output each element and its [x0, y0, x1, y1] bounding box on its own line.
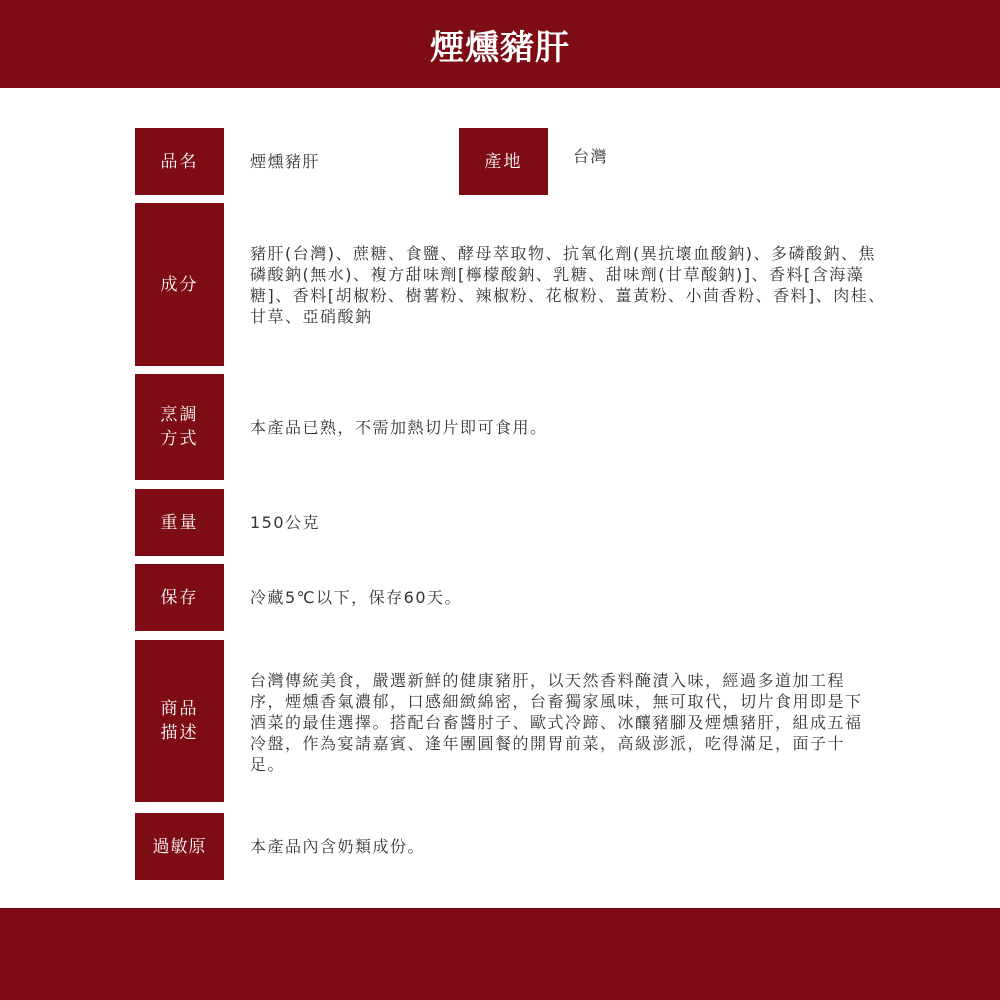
- label-origin: [459, 128, 548, 195]
- value-allergen-text: 本產品內含奶類成份。: [250, 837, 426, 856]
- label-cooking: [135, 374, 224, 480]
- value-name: [250, 128, 450, 195]
- value-weight: [250, 489, 890, 556]
- value-ingredients-text: 豬肝(台灣)、蔗糖、食鹽、酵母萃取物、抗氧化劑(異抗壞血酸鈉)、多磷酸鈉、焦磷酸鈉(無水)、複方甜味劑[檸檬酸鈉、乳糖、甜味劑(甘草酸鈉)]、香料[含海藻糖]、香料[胡椒粉、樹薯粉、辣椒粉、花椒粉、薑黃粉、小茴香粉、香料]、肉桂、甘草、亞硝酸鈉: [250, 244, 886, 326]
- label-allergen-text: 過敏原: [152, 836, 207, 857]
- header-banner: [0, 0, 1000, 88]
- value-weight-text: 150公克: [250, 513, 321, 532]
- label-storage: [135, 564, 224, 631]
- value-cooking: [250, 374, 890, 480]
- label-weight: [135, 489, 224, 556]
- label-description: [135, 640, 224, 802]
- label-description-line2: 描述: [160, 723, 199, 743]
- value-ingredients: [250, 243, 890, 329]
- label-cooking-line1: 烹調: [160, 405, 199, 425]
- page-title: 煙燻豬肝: [430, 27, 570, 68]
- label-allergen: [135, 813, 224, 880]
- label-description-line1: 商品: [160, 699, 199, 719]
- label-name: [135, 128, 224, 195]
- value-allergen: [250, 813, 890, 880]
- label-name-text: 品名: [160, 151, 199, 172]
- value-description-text: 台灣傳統美食，嚴選新鮮的健康豬肝，以天然香料醃漬入味，經過多道加工程序，煙燻香氣濃郁，口感細緻綿密，台畜獨家風味，無可取代，切片食用即是下酒菜的最佳選擇。搭配台畜醬肘子、歐式冷蹄、冰釀豬腳及煙燻豬肝，組成五福冷盤，作為宴請嘉賓、逢年團圓餐的開胃前菜，高級澎派，吃得滿足，面子十足。: [250, 671, 863, 774]
- value-cooking-text: 本產品已熟，不需加熱切片即可食用。: [250, 417, 548, 437]
- label-ingredients: [135, 203, 224, 366]
- value-name-text: 煙燻豬肝: [250, 152, 321, 171]
- label-weight-text: 重量: [160, 512, 199, 533]
- label-origin-text: 產地: [484, 151, 523, 172]
- label-storage-text: 保存: [160, 587, 199, 608]
- footer-banner: [0, 908, 1000, 1000]
- value-storage: [250, 564, 890, 631]
- value-storage-text: 冷藏5℃以下，保存60天。: [250, 588, 463, 607]
- value-origin-text: 台灣: [573, 147, 609, 166]
- label-ingredients-text: 成分: [160, 274, 199, 295]
- value-description: [250, 670, 875, 780]
- label-cooking-line2: 方式: [160, 429, 199, 449]
- value-origin: [573, 146, 773, 170]
